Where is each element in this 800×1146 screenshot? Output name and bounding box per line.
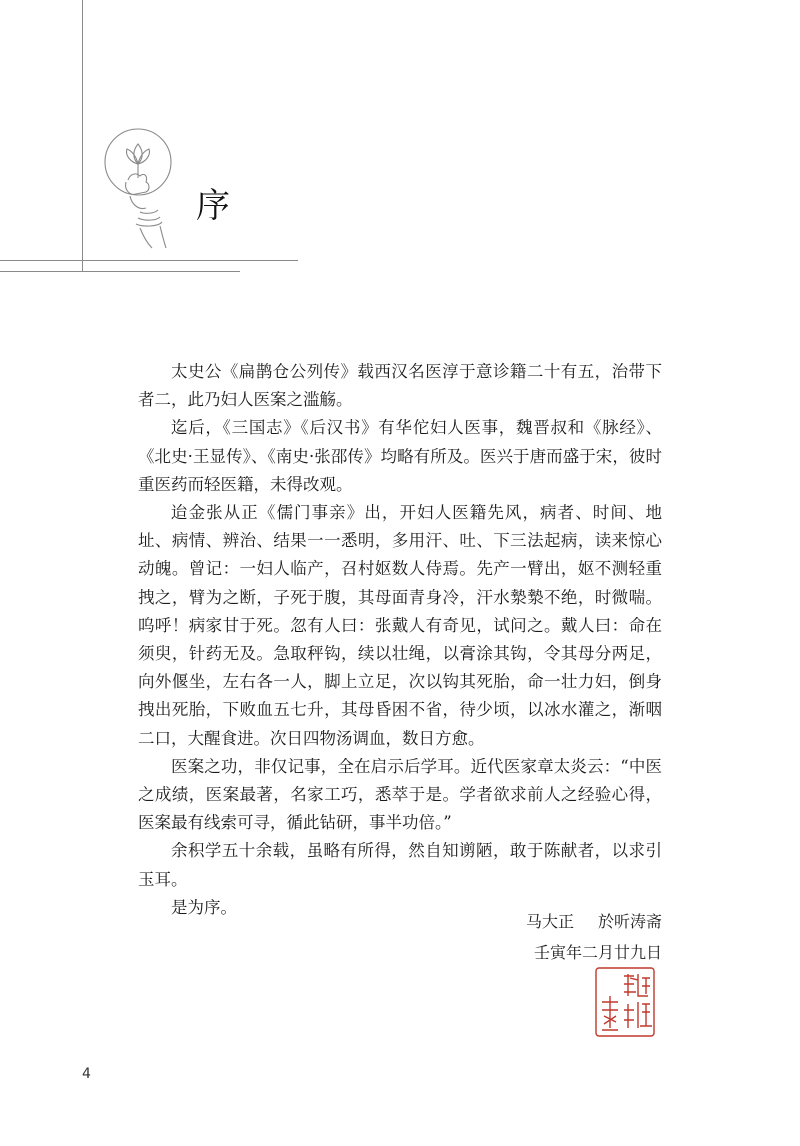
header-rule-lower [0, 271, 240, 272]
paragraph: 迨金张从正《儒门事亲》出，开妇人医籍先风，病者、时间、地址、病情、辨治、结果一一悉明，多用汗、吐、下三法起病，读来惊心动魄。曾记：一妇人临产，召村妪数人侍焉。先产一臂出，妪不测轻重拽之，臂为之断，子死于腹，其母面青身冷，汗水漐漐不绝，时微喘。呜呼！病家甘于死。忽有人曰：张戴人有奇见，试问之。戴人曰：命在须臾，针药无及。急取秤钩，续以壮绳，以膏涂其钩，令其母分两足，向外偃坐，左右各一人，脚上立足，次以钩其死胎，命一壮力妇，倒身拽出死胎，下败血五七升，其母昏困不省，待少顷，以冰水灌之，渐咽二口，大醒食进。次日四物汤调血，数日方愈。 [138, 503, 662, 748]
paragraph: 太史公《扁鹊仓公列传》载西汉名医淳于意诊籍二十有五，治带下者二，此乃妇人医案之滥觞。 [138, 362, 662, 410]
author-name: 马大正 [525, 912, 574, 931]
lotus-hand-illustration [100, 122, 190, 252]
header-rule-upper [0, 260, 298, 261]
margin-rule-vertical [82, 0, 83, 272]
paragraph: 是为序。 [171, 897, 237, 917]
seal-stamp [594, 966, 656, 1038]
page-title: 序 [196, 186, 232, 226]
author-line [526, 906, 662, 937]
signature-block [526, 906, 662, 968]
page-number: 4 [82, 1066, 91, 1082]
paragraph: 余积学五十余载，虽略有所得，然自知谫陋，敢于陈献者，以求引玉耳。 [138, 841, 662, 889]
signature-date: 壬寅年二月廿九日 [533, 943, 662, 962]
preface-body [138, 358, 662, 922]
paragraph: 迄后，《三国志》《后汉书》有华佗妇人医事，魏晋叔和《脉经》、《北史·王显传》、《南史·张邵传》均略有所及。医兴于唐而盛于宋，彼时重医药而轻医籍，未得改观。 [138, 418, 662, 494]
studio-name: 於听涛斋 [597, 912, 662, 931]
paragraph: 医案之功，非仅记事，全在启示后学耳。近代医家章太炎云：“中医之成绩，医案最著，名家工巧，悉萃于是。学者欲求前人之经验心得，医案最有线索可寻，循此钻研，事半功倍。” [138, 756, 662, 833]
